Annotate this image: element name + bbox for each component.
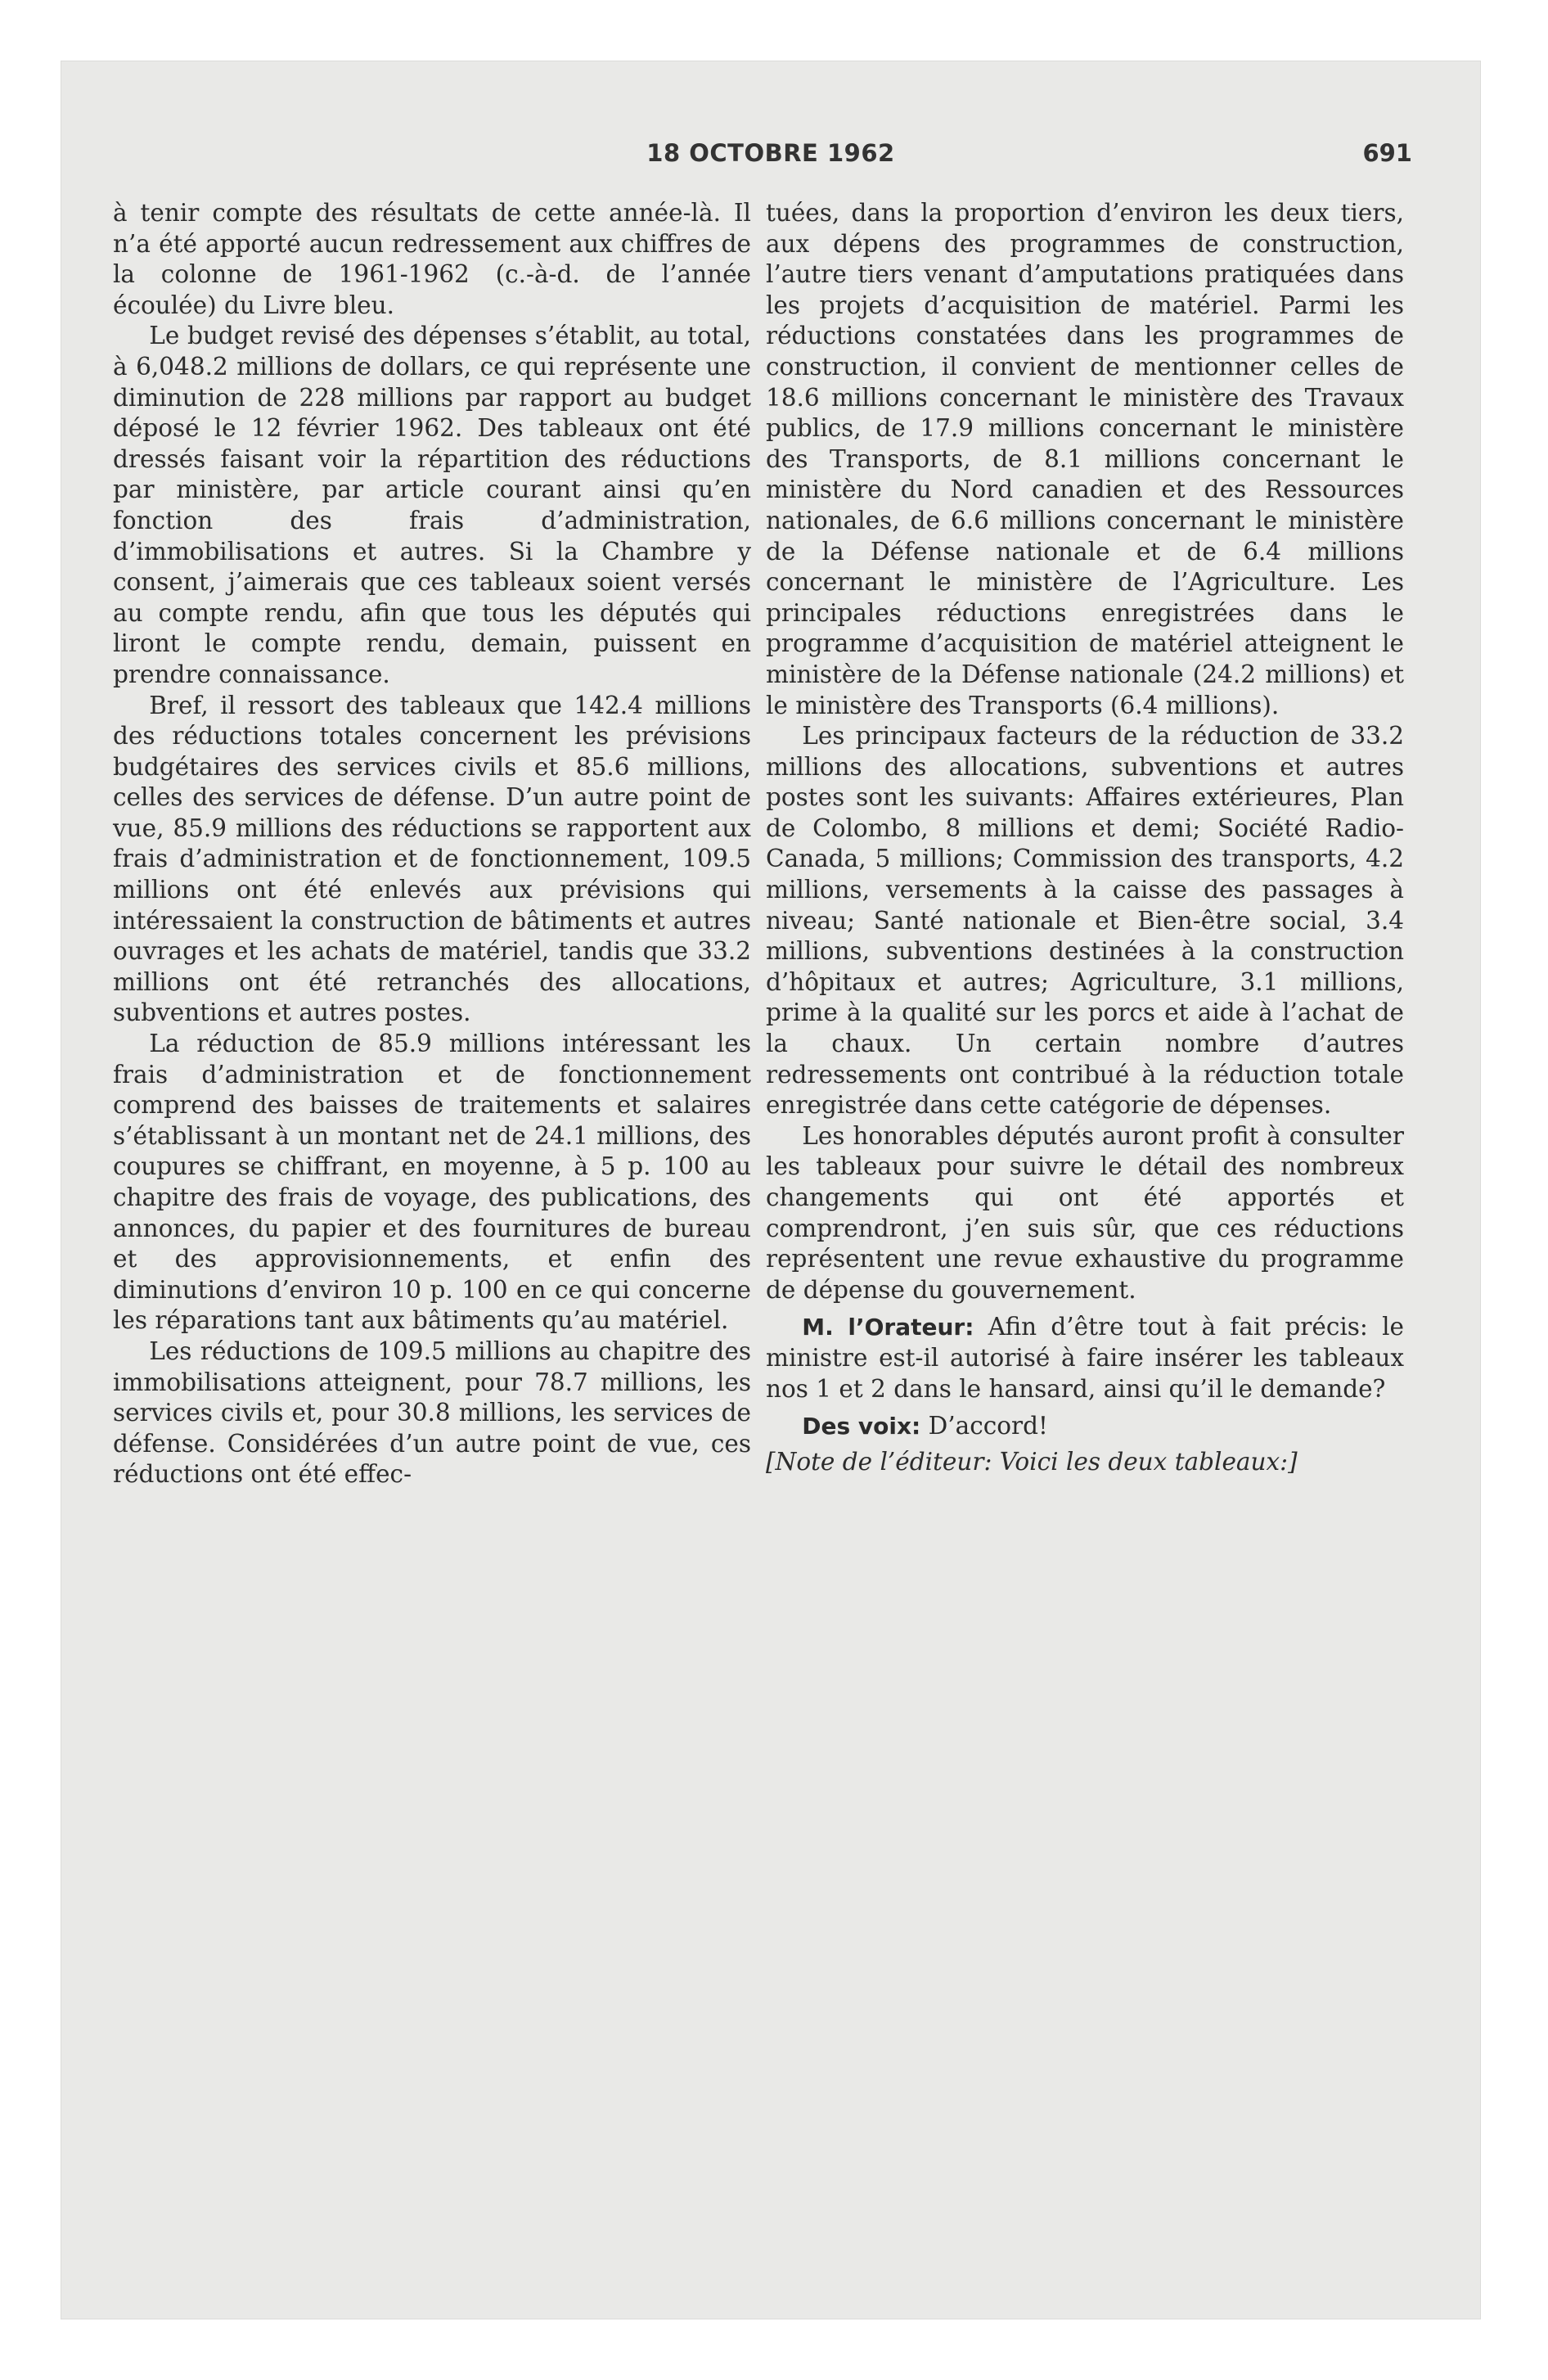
paragraph: Les réductions de 109.5 millions au chapitre des immobilisations atteignent, pour 78.7 millions, les services civils et, pour 30.8 millions, les services de défense. Considérées d’un autre point de vue, ces réductions ont été effec-: [113, 1336, 751, 1489]
speaker-name: M. l’Orateur:: [802, 1314, 974, 1341]
left-column: [113, 198, 751, 1490]
speaker-paragraph: [766, 1411, 1404, 1442]
editor-note: [Note de l’éditeur: Voici les deux tableaux:]: [766, 1447, 1298, 1476]
right-column: [766, 198, 1404, 1477]
paragraph: à tenir compte des résultats de cette année-là. Il n’a été apporté aucun redressement aux chiffres de la colonne de 1961-1962 (c.-à-d. de l’année écoulée) du Livre bleu.: [113, 199, 751, 319]
paragraph: Le budget revisé des dépenses s’établit, au total, à 6,048.2 millions de dollars, ce qui représente une diminution de 228 millions par rapport au budget déposé le 12 février 1962. Des tableaux ont été dressés faisant voir la répartition des réductions par ministère, par article courant ainsi qu’en fonction des frais d’administration, d’immobilisations et autres. Si la Chambre y consent, j’aimerais que ces tableaux soient versés au compte rendu, afin que tous les députés qui liront le compte rendu, demain, puissent en prendre connaissance.: [113, 322, 751, 688]
speaker-paragraph: [766, 1312, 1404, 1404]
page-number: 691: [1362, 139, 1412, 167]
paragraph: Les principaux facteurs de la réduction de 33.2 millions des allocations, subventions et autres postes sont les suivants: Affaires extérieures, Plan de Colombo, 8 millions et demi; Société Radio-Canada, 5 millions; Commission des transports, 4.2 millions, versements à la caisse des passages à niveau; Santé nationale et Bien-être social, 3.4 millions, subventions destinées à la construction d’hôpitaux et autres; Agriculture, 3.1 millions, prime à la qualité sur les porcs et aide à l’achat de la chaux. Un certain nombre d’autres redressements ont contribué à la réduction totale enregistrée dans cette catégorie de dépenses.: [766, 722, 1404, 1120]
running-header: [61, 139, 1481, 180]
header-date: 18 OCTOBRE 1962: [646, 139, 895, 167]
paragraph: La réduction de 85.9 millions intéressant les frais d’administration et de fonctionnement comprend des baisses de traitements et salaires s’établissant à un montant net de 24.1 millions, des coupures se chiffrant, en moyenne, à 5 p. 100 au chapitre des frais de voyage, des publications, des annonces, du papier et des fournitures de bureau et des approvisionnements, et enfin des diminutions d’environ 10 p. 100 en ce qui concerne les réparations tant aux bâtiments qu’au matériel.: [113, 1030, 751, 1335]
paragraph: Bref, il ressort des tableaux que 142.4 millions des réductions totales concernent les prévisions budgétaires des services civils et 85.6 millions, celles des services de défense. D’un autre point de vue, 85.9 millions des réductions se rapportent aux frais d’administration et de fonctionnement, 109.5 millions ont été enlevés aux prévisions qui intéressaient la construction de bâtiments et autres ouvrages et les achats de matériel, tandis que 33.2 millions ont été retranchés des allocations, subventions et autres postes.: [113, 691, 751, 1027]
speaker-text: Afin d’être tout à fait précis: le ministre est-il autorisé à faire insérer les tableaux nos 1 et 2 dans le hansard, ainsi qu’il le demande?: [766, 1313, 1404, 1403]
paragraph: tuées, dans la proportion d’environ les deux tiers, aux dépens des programmes de construction, l’autre tiers venant d’amputations pratiquées dans les projets d’acquisition de matériel. Parmi les réductions constatées dans les programmes de construction, il convient de mentionner celles de 18.6 millions concernant le ministère des Travaux publics, de 17.9 millions concernant le ministère des Transports, de 8.1 millions concernant le ministère du Nord canadien et des Ressources nationales, de 6.6 millions concernant le ministère de la Défense nationale et de 6.4 millions concernant le ministère de l’Agriculture. Les principales réductions enregistrées dans le programme d’acquisition de matériel atteignent le ministère de la Défense nationale (24.2 millions) et le ministère des Transports (6.4 millions).: [766, 199, 1404, 719]
paragraph: Les honorables députés auront profit à consulter les tableaux pour suivre le détail des nombreux changements qui ont été apportés et comprendront, j’en suis sûr, que ces réductions représentent une revue exhaustive du programme de dépense du gouvernement.: [766, 1121, 1404, 1304]
document-page: [61, 61, 1481, 2319]
speaker-name: Des voix:: [802, 1413, 921, 1440]
speaker-text: D’accord!: [920, 1412, 1048, 1440]
